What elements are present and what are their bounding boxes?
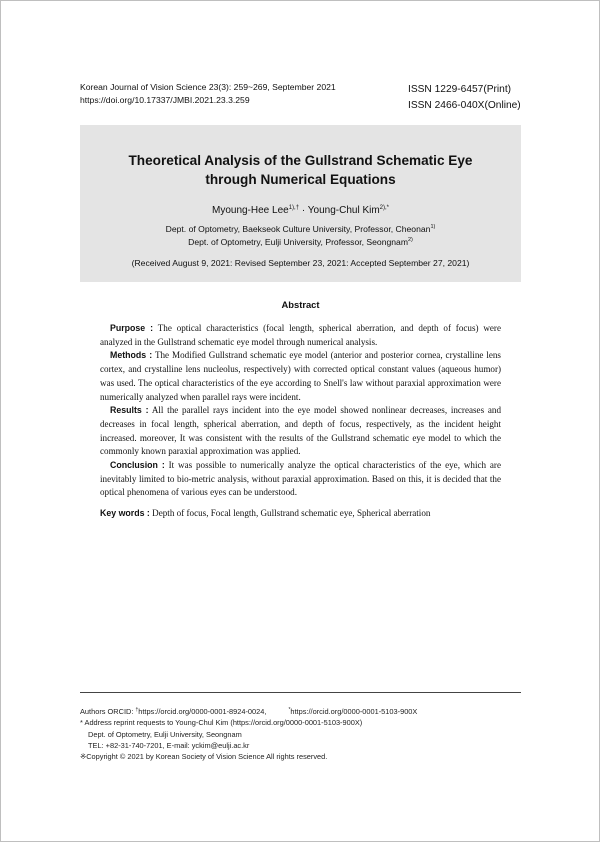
author-separator: · bbox=[299, 205, 308, 216]
orcid-2-mark: * bbox=[288, 707, 291, 713]
abstract-results bbox=[100, 404, 501, 459]
author-2-affil-mark: 2),* bbox=[379, 205, 390, 211]
orcid-1-mark: † bbox=[135, 707, 139, 713]
paper-title bbox=[80, 151, 521, 189]
methods-text: The Modified Gullstrand schematic eye model (anterior and posterior cornea, crystalline lens cortex, and crystalline lens nucleolus, respectively) with corrected optical constant values (aqueous humor) was used. The optical characteristics of the eye according to Snell's law without paraxial approximation were numerically analyzed when parallel rays were incident. bbox=[100, 350, 501, 402]
doi-link[interactable]: https://doi.org/10.17337/JMBI.2021.23.3.259 bbox=[80, 95, 250, 105]
purpose-text: The optical characteristics (focal length, spherical aberration, and depth of focus) were analyzed in the Gullstrand schematic eye model through numerical analysis. bbox=[100, 323, 501, 347]
corresponding-dept: Dept. of Optometry, Eulji University, Seongnam bbox=[88, 729, 242, 739]
affiliation-2 bbox=[80, 237, 521, 247]
copyright-notice: ※Copyright © 2021 by Korean Society of Vision Science All rights reserved. bbox=[80, 752, 328, 762]
keywords-text: Depth of focus, Focal length, Gullstrand schematic eye, Spherical aberration bbox=[149, 508, 431, 518]
orcid-2-link[interactable]: https://orcid.org/0000-0001-5103-900X bbox=[290, 707, 418, 716]
abstract-methods bbox=[100, 349, 501, 404]
issn-online: ISSN 2466-040X(Online) bbox=[408, 100, 521, 111]
results-label: Results : bbox=[110, 405, 149, 416]
author-1: Myoung-Hee Lee bbox=[211, 205, 289, 216]
title-box bbox=[80, 125, 521, 282]
received-dates: (Received August 9, 2021: Revised September 23, 2021: Accepted September 27, 2021) bbox=[131, 258, 470, 268]
author-2: Young-Chul Kim bbox=[307, 205, 380, 216]
reprint-request: * Address reprint requests to Young-Chul Kim (https://orcid.org/0000-0001-5103-900X) bbox=[80, 718, 363, 728]
footnote-divider bbox=[80, 692, 521, 693]
affiliation-2-text: Dept. of Optometry, Eulji University, Professor, Seongnam bbox=[188, 237, 408, 247]
conclusion-text: It was possible to numerically analyze the optical characteristics of the eye, which are inevitably limited to bio-metric analysis, without paraxial approximation. Based on this, it is decided that the optical phenomena of various eyes can be understood. bbox=[100, 460, 501, 498]
journal-info bbox=[80, 81, 336, 107]
title-line-1: Theoretical Analysis of the Gullstrand Schematic Eye bbox=[128, 153, 473, 168]
issn-print: ISSN 1229-6457(Print) bbox=[408, 84, 512, 95]
affiliation-1 bbox=[80, 224, 521, 234]
results-text: All the parallel rays incident into the eye model showed nonlinear decreases, increases and decreases in focal length, spherical aberration, and depth of focus, respectively, as the incident height increased. moreover, It was consistent with the results of the Gullstrand schematic eye model to which the commonly known paraxial approximation was applied. bbox=[100, 405, 501, 457]
purpose-label: Purpose : bbox=[110, 323, 154, 333]
abstract-conclusion bbox=[100, 459, 501, 500]
methods-label: Methods : bbox=[110, 350, 153, 361]
author-list bbox=[80, 205, 521, 216]
keywords-label: Key words : bbox=[100, 508, 150, 518]
footnotes bbox=[80, 705, 521, 762]
affiliation-2-mark: 2) bbox=[407, 237, 413, 243]
orcid-prefix: Authors ORCID: bbox=[80, 707, 136, 716]
journal-citation: Korean Journal of Vision Science 23(3): 259~269, September 2021 bbox=[80, 82, 336, 92]
title-line-2: through Numerical Equations bbox=[205, 172, 396, 187]
abstract-purpose bbox=[100, 322, 501, 349]
keywords bbox=[100, 508, 510, 518]
conclusion-label: Conclusion : bbox=[110, 460, 165, 471]
affiliation-1-mark: 1) bbox=[430, 224, 436, 230]
author-1-affil-mark: 1),† bbox=[288, 205, 300, 211]
abstract-body bbox=[100, 322, 501, 500]
abstract-heading: Abstract bbox=[281, 299, 320, 310]
issn-block bbox=[408, 82, 521, 114]
affiliation-1-text: Dept. of Optometry, Baekseok Culture University, Professor, Cheonan bbox=[165, 224, 431, 234]
orcid-line bbox=[80, 705, 521, 717]
corresponding-contact: TEL: +82-31-740-7201, E-mail: yckim@eulji.ac.kr bbox=[88, 740, 250, 750]
orcid-1-link[interactable]: https://orcid.org/0000-0001-8924-0024, bbox=[138, 707, 267, 716]
